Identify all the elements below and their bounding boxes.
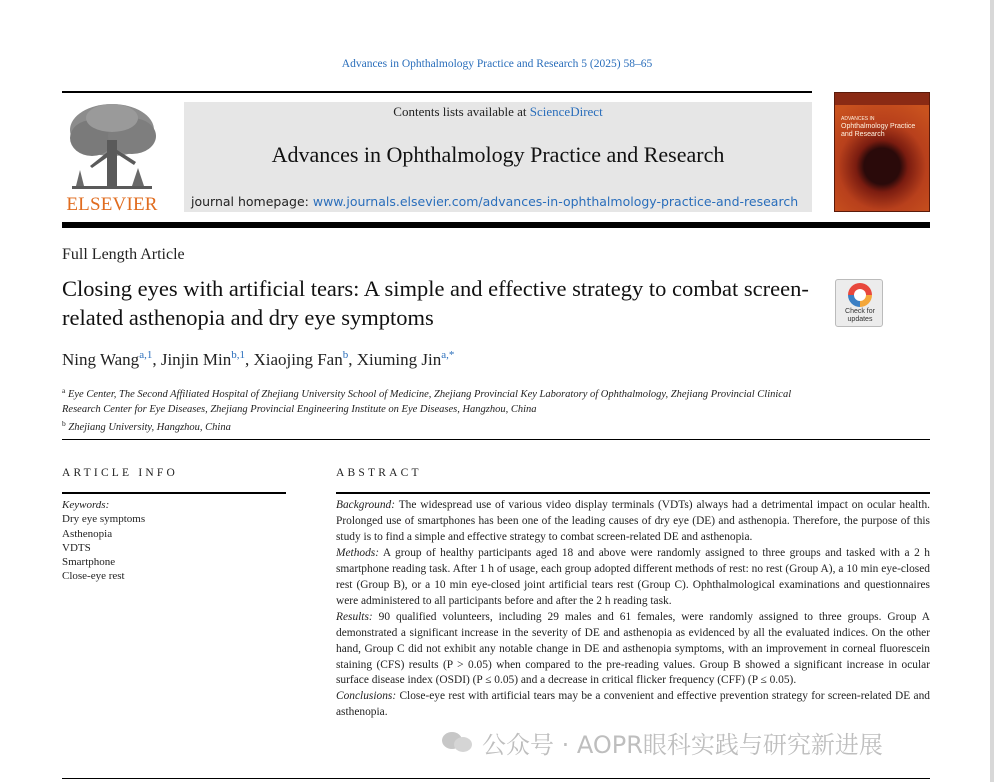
author-list — [62, 349, 454, 370]
keywords-label: Keywords: — [62, 499, 110, 511]
wechat-watermark — [442, 724, 883, 760]
keyword-item[interactable]: Smartphone — [62, 556, 116, 569]
page-edge — [990, 0, 994, 782]
author-affiliation-mark[interactable]: a,* — [441, 349, 455, 361]
author-separator: , — [348, 350, 357, 369]
author-affiliation-mark[interactable]: b,1 — [231, 349, 245, 361]
author-affiliation-mark[interactable]: a,1 — [139, 349, 153, 361]
article-type: Full Length Article — [62, 246, 185, 263]
journal-cover-image[interactable] — [834, 92, 930, 212]
author-name[interactable]: Ning Wang — [62, 350, 140, 369]
section-rule — [62, 439, 930, 440]
abstract-section-text: 90 qualified volunteers, including 29 males and 61 females, were randomly assigned to three groups. Group A demonstrated a significant increase in the severity of DE and asthenopia as evidenced by all the evaluated indices. On the other hand, Group C did not exhibit any notable change in DE and asthenopia symptoms, with an improvement in corneal fluorescein staining (CFS) results (P > 0.05) when compared to the pre-reading values. Group B showed a significant increase in ocular surface disease index (OSDI) (P ≤ 0.05) and a decrease in critical flicker frequency (CFF) (P ≤ 0.05). — [336, 610, 930, 687]
contents-line — [184, 104, 812, 120]
author-separator: , — [244, 350, 254, 369]
affiliation-text: Eye Center, The Second Affiliated Hospital of Zhejiang University School of Medicine, Zhejiang Provincial Key Laboratory of Ophthalmology, Zhejiang Provincial Clinical Research Center for Eye Diseases, Zhejiang Provincial Engineering Institute on Eye Diseases, Hangzhou, China — [62, 389, 792, 415]
keyword-item[interactable]: VDTS — [62, 541, 91, 554]
check-updates-label: Check for updates — [845, 308, 875, 323]
contents-prefix: Contents lists available at — [393, 104, 530, 119]
cover-header-bar — [835, 93, 930, 105]
check-for-updates-badge[interactable] — [835, 279, 883, 327]
author-separator: , — [152, 350, 161, 369]
abstract-section-label: Conclusions: — [336, 690, 397, 703]
cover-small-text: ADVANCES IN — [841, 116, 875, 122]
keyword-item[interactable]: Close-eye rest — [62, 570, 125, 583]
abstract-section-label: Results: — [336, 610, 373, 623]
author-name[interactable]: Xiuming Jin — [356, 350, 442, 369]
journal-banner — [184, 102, 812, 212]
article-info-heading: ARTICLE INFO — [62, 467, 178, 479]
abstract-section-text: The widespread use of various video display terminals (VDTs) always had a detrimental impact on ocular health. Prolonged use of smartphones has been one of the leading causes of dry eye (DE) and asthenopia. Therefore, the purpose of this study is to find a simple and effective strategy to combat screen-related DE and asthenopia. — [336, 499, 930, 543]
check-updates-icon — [848, 283, 872, 307]
cover-title — [841, 115, 925, 139]
masthead-thick-rule — [62, 222, 930, 228]
journal-citation[interactable]: Advances in Ophthalmology Practice and Research 5 (2025) 58–65 — [341, 58, 653, 70]
abstract-section-label: Background: — [336, 499, 396, 511]
abstract-methods — [336, 546, 930, 610]
abstract-section-text: Close-eye rest with artificial tears may be a convenient and effective prevention strategy for screen-related DE and asthenopia. — [336, 690, 930, 719]
abstract-results — [336, 610, 930, 690]
bottom-rule — [62, 778, 930, 779]
affiliation-mark: a — [62, 386, 66, 395]
abstract-section-label: Methods: — [336, 546, 380, 559]
abstract-background — [336, 498, 930, 546]
wechat-icon — [442, 728, 476, 756]
author-name[interactable]: Xiaojing Fan — [253, 350, 343, 369]
author-name[interactable]: Jinjin Min — [160, 350, 232, 369]
affiliation-text: Zhejiang University, Hangzhou, China — [68, 422, 231, 433]
publisher-logo-text[interactable]: ELSEVIER — [66, 194, 158, 215]
abstract-body — [336, 498, 930, 721]
cover-title-text: Ophthalmology Practice and Research — [841, 123, 916, 138]
abstract-heading: ABSTRACT — [336, 467, 422, 479]
keywords-block — [62, 498, 145, 584]
author-affiliation-mark[interactable]: b — [342, 349, 349, 361]
affiliation-item — [62, 417, 822, 436]
masthead-rule — [62, 91, 812, 93]
sciencedirect-link[interactable]: ScienceDirect — [529, 104, 603, 119]
article-title: Closing eyes with artificial tears: A simple and effective strategy to combat screen-related asthenopia and dry eye symptoms — [62, 276, 809, 330]
journal-homepage — [191, 194, 798, 209]
affiliations — [62, 384, 822, 436]
homepage-prefix: journal homepage: — [191, 194, 313, 209]
affiliation-item — [62, 384, 822, 417]
keyword-item[interactable]: Dry eye symptoms — [62, 513, 146, 526]
journal-name: Advances in Ophthalmology Practice and Research — [271, 142, 725, 167]
watermark-text: 公众号 · AOPR眼科实践与研究新进展 — [482, 730, 883, 759]
article-info-rule — [62, 492, 286, 494]
homepage-link[interactable]: www.journals.elsevier.com/advances-in-ophthalmology-practice-and-research — [312, 194, 799, 209]
keyword-item[interactable]: Asthenopia — [62, 527, 113, 540]
abstract-conclusions — [336, 689, 930, 721]
abstract-section-text: A group of healthy participants aged 18 and above were randomly assigned to three groups and tasked with a 2 h smartphone reading task. After 1 h of usage, each group adopted different methods of rest: no rest (Group A), a 10 min eye-closed rest (Group B), or a 10 min eye-closed joint artificial tears rest (Group C). Ophthalmological examinations and questionnaires were administered to all participants before and after the 2 h reading task. — [336, 546, 930, 607]
abstract-rule — [336, 492, 930, 494]
affiliation-mark: b — [62, 419, 66, 428]
